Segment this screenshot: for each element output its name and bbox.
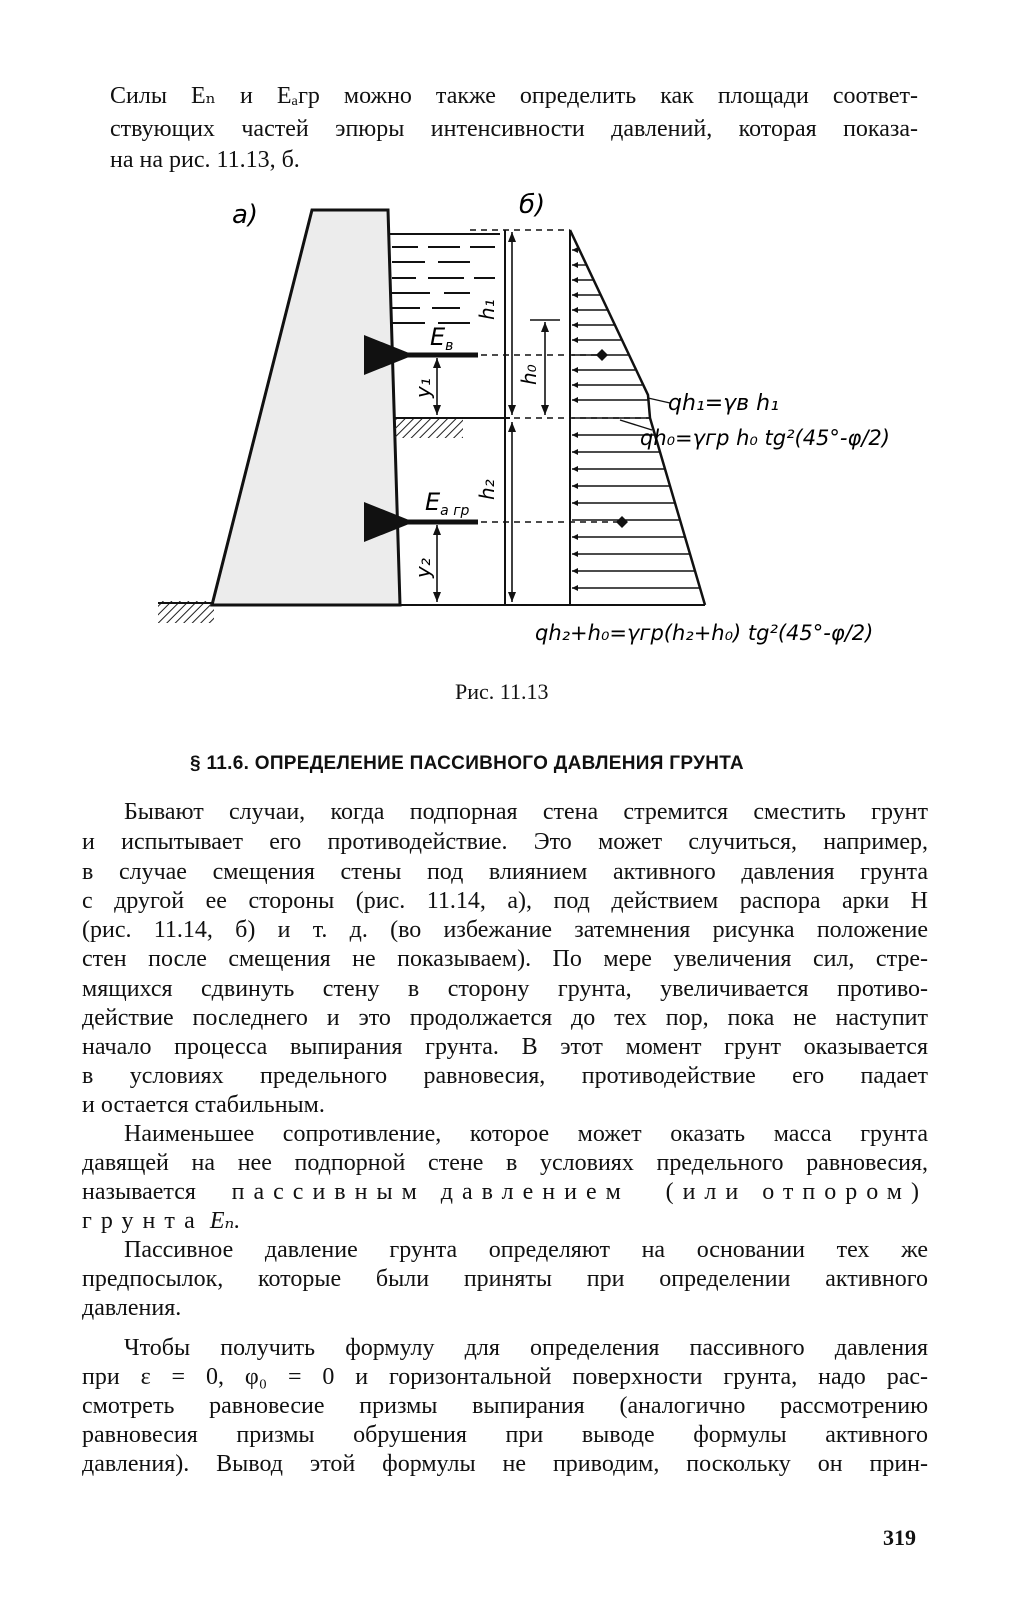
intro-line: на на рис. 11.13, б.	[110, 147, 300, 173]
figure-caption: Рис. 11.13	[455, 679, 549, 704]
text-line: давящей на нее подпорной стене в условиях предельного равновесия,	[82, 1150, 928, 1176]
label-h0: h₀	[517, 364, 541, 385]
text-line: с другой ее стороны (рис. 11.14, а), под действием распора арки H	[82, 888, 928, 914]
text-line: Пассивное давление грунта определяют на основании тех же	[124, 1237, 928, 1263]
text-line: предпосылок, которые были приняты при определении активного	[82, 1266, 928, 1292]
centroid-marker	[596, 349, 608, 361]
text-line: Чтобы получить формулу для определения пассивного давления	[124, 1335, 928, 1361]
text-line: стен после смещения не показываем). По мере увеличения сил, стре-	[82, 946, 928, 972]
text-line: давления.	[82, 1295, 182, 1321]
formula-qh2: qh₂+h₀=γгр(h₂+h₀) tg²(45°-φ/2)	[535, 621, 874, 645]
page-number: 319	[883, 1525, 916, 1550]
text-line: (рис. 11.14, б) и т. д. (во избежание затемнения рисунка положение	[82, 917, 928, 943]
text-line: смотреть равновесие призмы выпирания (аналогично рассмотрению	[82, 1393, 928, 1419]
label-h1: h₁	[475, 299, 499, 320]
text-line: при ε = 0, φ₀ = 0 и горизонтальной поверхности грунта, надо рас-	[82, 1364, 928, 1390]
section-heading: § 11.6. ОПРЕДЕЛЕНИЕ ПАССИВНОГО ДАВЛЕНИЯ ГРУНТА	[190, 753, 744, 774]
text-line: называется пассивным давлением (или отпором)	[82, 1179, 928, 1205]
intro-line: ствующих частей эпюры интенсивности давлений, которая показа-	[110, 116, 918, 142]
text-line: мящихся сдвинуть стену в сторону грунта, увеличивается противо-	[82, 976, 928, 1002]
formula-qh1: qh₁=γв h₁	[668, 391, 779, 416]
label-eagr: $E_{a гр}$	[425, 488, 470, 519]
label-y1: y₁	[411, 378, 435, 398]
diagram-hatching	[572, 250, 700, 588]
label-eb: $E_в$	[430, 323, 454, 354]
text-line: в условиях предельного равновесия, противодействие его падает	[82, 1063, 928, 1089]
text-line: равновесия призмы обрушения при выводе формулы активного	[82, 1422, 928, 1448]
formula-qh0: qh₀=γгр h₀ tg²(45°-φ/2)	[640, 426, 890, 450]
figure-label-b: б)	[519, 190, 546, 220]
figure-label-a: а)	[232, 200, 259, 230]
term-passive-pressure: пассивным давлением	[231, 1179, 630, 1205]
label-h2: h₂	[475, 479, 499, 500]
text-line: в случае смещения стены под влиянием активного давления грунта	[82, 859, 928, 885]
label-y2: y₂	[411, 558, 435, 578]
text-line: начало процесса выпирания грунта. В этот момент грунт оказывается	[82, 1034, 928, 1060]
centroid-marker	[616, 516, 628, 528]
text-line: грунта Eₙ.	[82, 1208, 241, 1234]
ground-hatch-left	[158, 601, 214, 623]
soil-hatch	[395, 418, 463, 438]
text-line: Наименьшее сопротивление, которое может оказать масса грунта	[124, 1121, 928, 1147]
text-line: и испытывает его противодействие. Это может случиться, например,	[82, 829, 928, 855]
text-line: действие последнего и это продолжается до тех пор, пока не наступит	[82, 1005, 928, 1031]
text-line: Бывают случаи, когда подпорная стена стремится сместить грунт	[124, 799, 928, 825]
figure-11-13	[0, 185, 1015, 665]
text-line: давления). Вывод этой формулы не приводим, поскольку он прин-	[82, 1451, 928, 1477]
text-line: и остается стабильным.	[82, 1092, 325, 1118]
retaining-wall	[212, 210, 400, 605]
term-soil: грунта	[82, 1208, 204, 1234]
intro-line: Силы Eₙ и Eₐгр можно также определить как площади соответ-	[110, 83, 918, 109]
